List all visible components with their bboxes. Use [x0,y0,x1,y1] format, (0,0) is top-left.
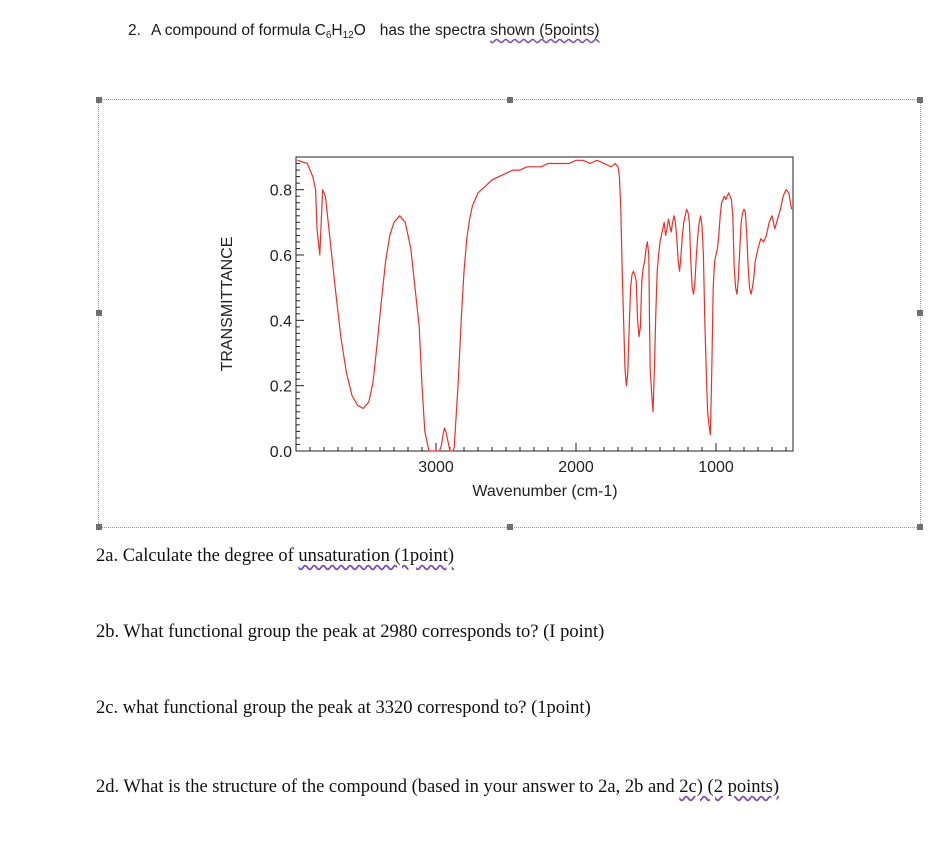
y-axis-ticks [270,157,304,461]
question-2b: 2b. What functional group the peak at 2980 corresponds to? (I point) [96,622,605,642]
question-2d-underlined-a: 2c) (2 [679,777,723,797]
y-tick-label: 0.8 [269,182,292,200]
question-number: 2. [128,22,141,39]
header-mid-text: has the spectra [379,22,491,39]
formula-o: O [353,22,366,39]
x-tick-label: 2000 [558,459,594,476]
spectrum-line [297,160,791,451]
x-axis-label: Wavenumber (cm-1) [472,483,618,500]
subscript-6: 6 [325,30,332,41]
question-2d: 2d. What is the structure of the compound (based in your answer to 2a, 2b and 2c) (2 points) [96,777,779,797]
plot-frame [296,157,793,451]
header-text: A compound of formula C [150,22,326,39]
x-tick-label: 3000 [418,459,454,476]
subscript-12: 12 [342,30,354,41]
question-2d-underlined-b: points) [727,777,779,797]
y-tick-label: 0.2 [269,378,292,396]
question-2c: 2c. what functional group the peak at 3320 correspond to? (1point) [96,698,591,718]
y-tick-label: 0.4 [269,313,292,331]
y-axis-label: TRANSMITTANCE [219,236,236,372]
x-tick-label: 1000 [698,459,734,476]
question-2a: 2a. Calculate the degree of unsaturation (1point) [96,546,455,566]
formula-h: H [331,22,343,39]
question-2a-underlined: unsaturation (1point) [298,546,455,566]
x-axis-ticks [310,443,786,476]
y-tick-label: 0.6 [269,248,292,265]
header-shown-underlined: shown (5points) [490,22,600,39]
y-tick-label: 0.0 [269,444,292,461]
